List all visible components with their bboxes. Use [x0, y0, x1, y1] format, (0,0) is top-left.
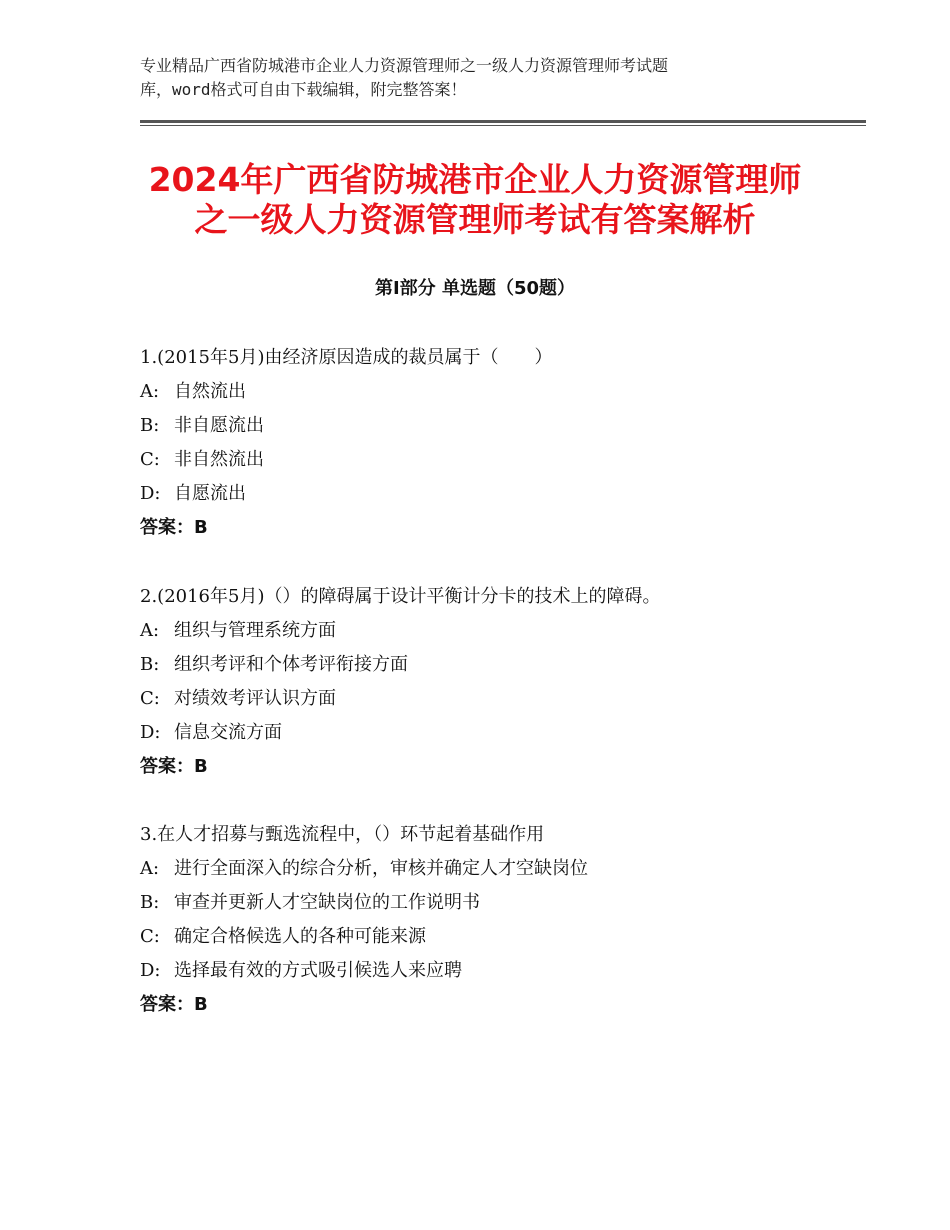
option-a — [140, 375, 860, 409]
option-letter: D: — [140, 960, 161, 981]
option-b — [140, 886, 860, 920]
option-text: 自愿流出 — [174, 483, 246, 504]
option-d — [140, 716, 860, 750]
answer-label: 答案：B — [140, 756, 208, 777]
option-text: 确定合格候选人的各种可能来源 — [174, 926, 426, 947]
option-b — [140, 648, 860, 682]
document-title-line-1: 2024年广西省防城港市企业人力资源管理师 — [148, 160, 802, 199]
question-2 — [140, 580, 860, 784]
question-3 — [140, 818, 860, 1022]
header-note-line-2: 库，word格式可自由下载编辑，附完整答案！ — [140, 80, 467, 99]
option-letter: C: — [140, 926, 160, 947]
option-a — [140, 852, 860, 886]
document-title — [80, 160, 870, 240]
answer-label: 答案：B — [140, 994, 208, 1015]
option-letter: B: — [140, 892, 160, 913]
answer-label: 答案：B — [140, 517, 208, 538]
option-c — [140, 682, 860, 716]
option-letter: B: — [140, 415, 160, 436]
header-rule-thin — [140, 125, 866, 126]
question-stem: 1.(2015年5月)由经济原因造成的裁员属于（ ） — [140, 347, 553, 368]
option-text: 非自愿流出 — [174, 415, 264, 436]
option-letter: C: — [140, 688, 160, 709]
option-text: 组织与管理系统方面 — [174, 620, 336, 641]
header-note — [140, 54, 840, 102]
header-rule-thick — [140, 120, 866, 123]
option-letter: C: — [140, 449, 160, 470]
option-letter: A: — [140, 381, 160, 402]
option-text: 信息交流方面 — [174, 722, 282, 743]
option-text: 对绩效考评认识方面 — [174, 688, 336, 709]
option-text: 选择最有效的方式吸引候选人来应聘 — [174, 960, 462, 981]
option-text: 进行全面深入的综合分析，审核并确定人才空缺岗位 — [174, 858, 588, 879]
question-stem: 2.(2016年5月)（）的障碍属于设计平衡计分卡的技术上的障碍。 — [140, 586, 661, 607]
option-text: 组织考评和个体考评衔接方面 — [174, 654, 408, 675]
option-letter: A: — [140, 620, 160, 641]
option-a — [140, 614, 860, 648]
option-c — [140, 920, 860, 954]
option-b — [140, 409, 860, 443]
option-text: 审查并更新人才空缺岗位的工作说明书 — [174, 892, 480, 913]
section-heading: 第Ⅰ部分 单选题（50题） — [374, 278, 575, 299]
header-note-line-1: 专业精品广西省防城港市企业人力资源管理师之一级人力资源管理师考试题 — [140, 56, 669, 75]
question-1 — [140, 341, 860, 545]
option-d — [140, 954, 860, 988]
option-text: 自然流出 — [174, 381, 246, 402]
option-text: 非自然流出 — [174, 449, 264, 470]
option-letter: B: — [140, 654, 160, 675]
option-letter: D: — [140, 722, 161, 743]
document-title-line-2: 之一级人力资源管理师考试有答案解析 — [194, 200, 756, 239]
option-d — [140, 477, 860, 511]
option-letter: A: — [140, 858, 160, 879]
question-stem: 3.在人才招募与甄选流程中，（）环节起着基础作用 — [140, 824, 545, 845]
option-c — [140, 443, 860, 477]
option-letter: D: — [140, 483, 161, 504]
